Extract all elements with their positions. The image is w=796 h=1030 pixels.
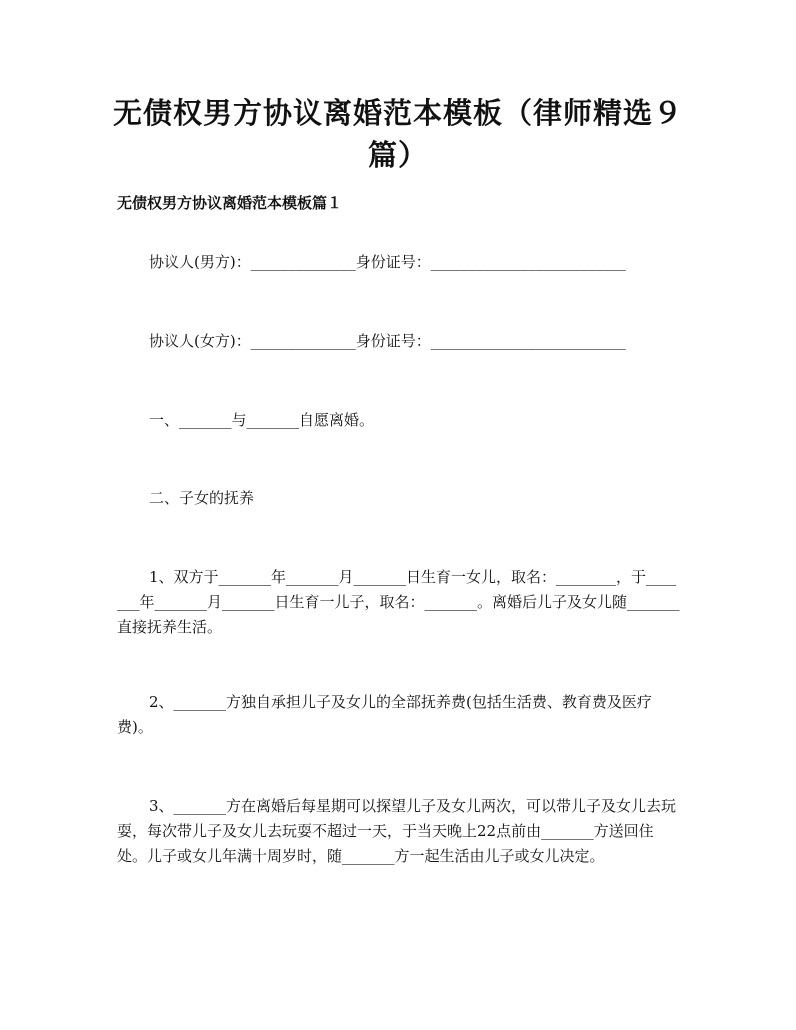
document-title: 无债权男方协议离婚范本模板（律师精选９篇） [112, 96, 683, 172]
section-heading: 无债权男方协议离婚范本模板篇１ [117, 194, 343, 212]
paragraph-clause-2-heading: 二、子女的抚养 [149, 489, 255, 507]
paragraph-party-female: 协议人(女方)：______________身份证号：__________________________ [149, 332, 626, 350]
paragraph-children-birth: 1、双方于_______年_______月_______日生育一女儿，取名：________，于_______年_______月_______日生育一儿子，取名：_______。离婚后儿子及女儿随_______直接抚养生活。 [117, 568, 680, 636]
paragraph-support-cost: 2、_______方独自承担儿子及女儿的全部抚养费(包括生活费、教育费及医疗费)。 [117, 693, 652, 736]
paragraph-party-male: 协议人(男方)：______________身份证号：__________________________ [149, 253, 626, 271]
paragraph-visitation: 3、_______方在离婚后每星期可以探望儿子及女儿两次，可以带儿子及女儿去玩耍，每次带儿子及女儿去玩耍不超过一天，于当天晚上22点前由_______方送回住处。儿子或女儿年满十周岁时，随_______方一起生活由儿子或女儿决定。 [117, 797, 677, 865]
paragraph-clause-1: 一、_______与_______自愿离婚。 [149, 411, 375, 429]
